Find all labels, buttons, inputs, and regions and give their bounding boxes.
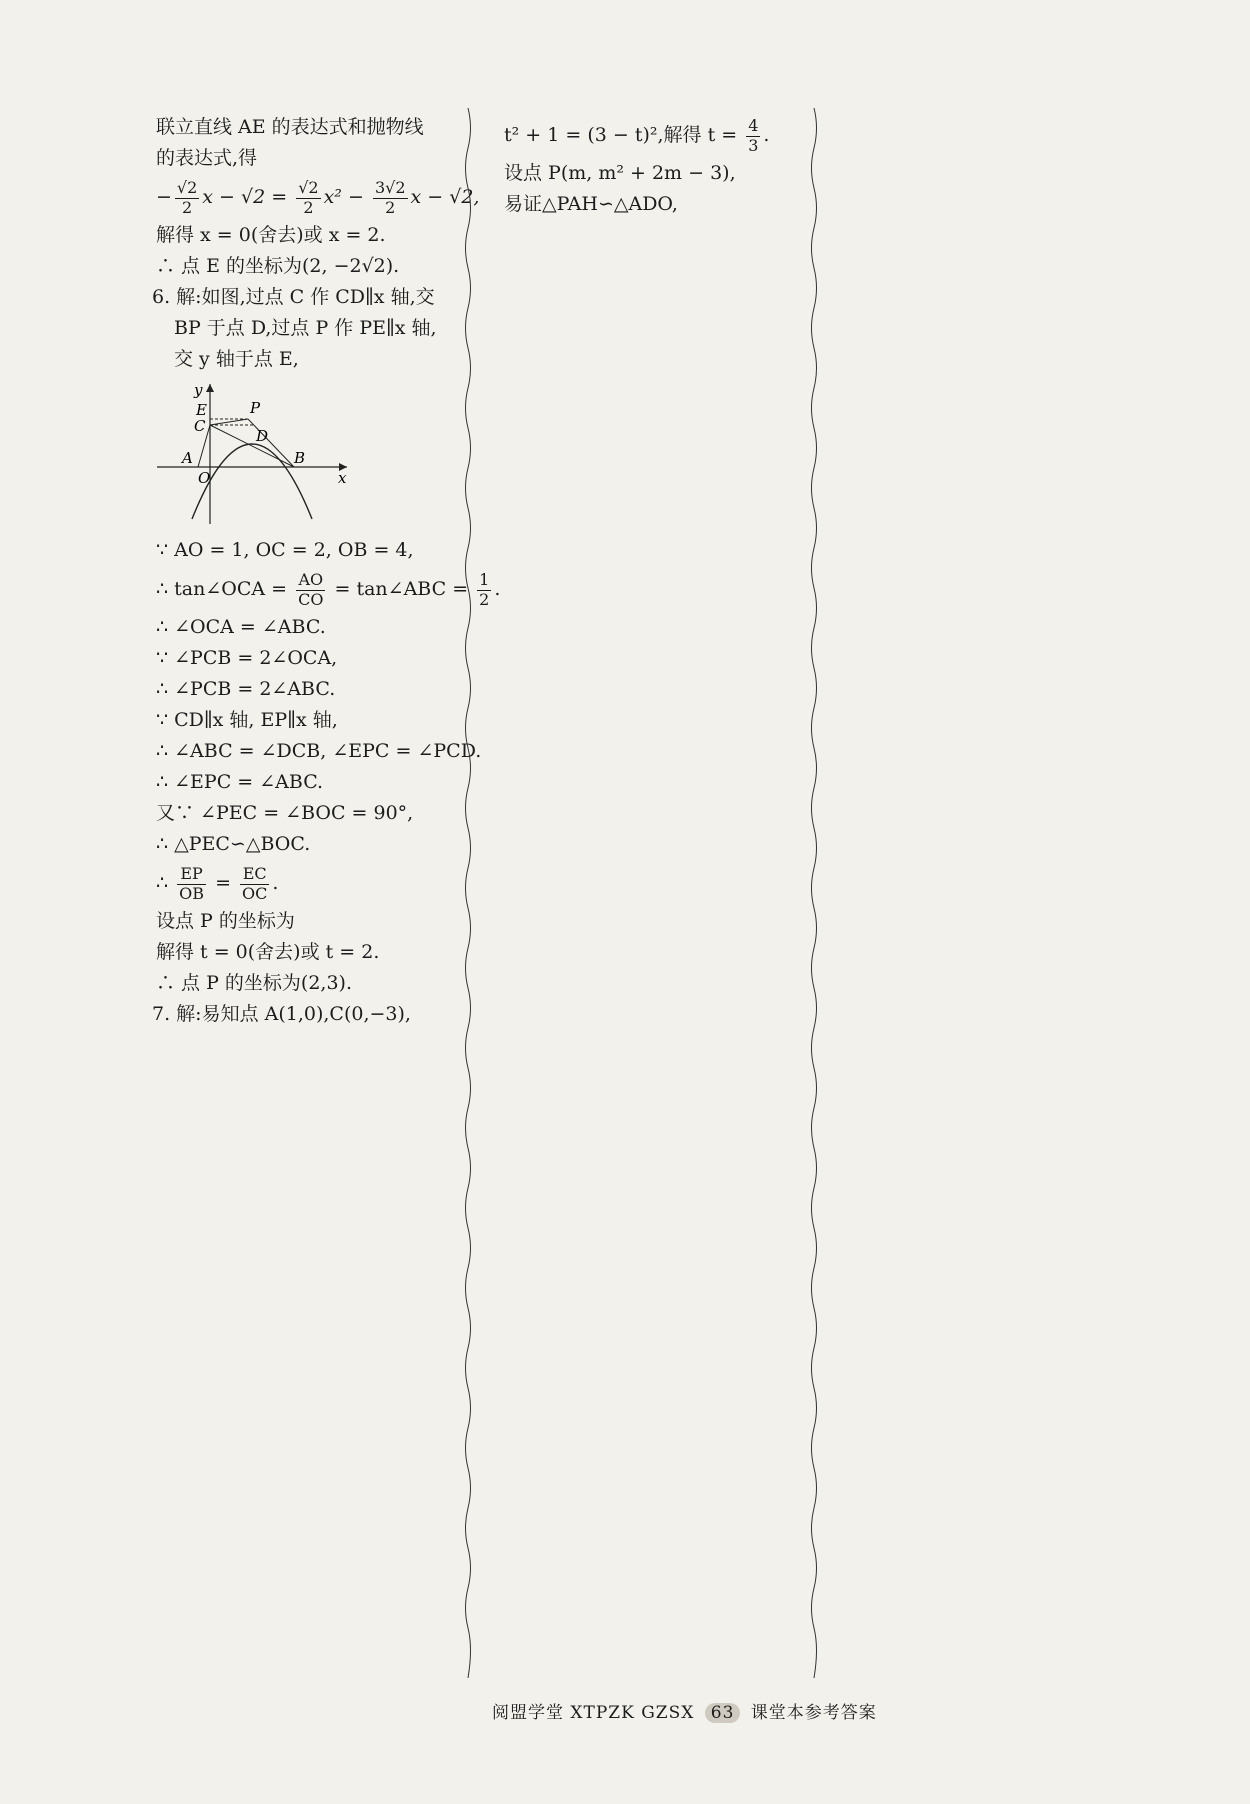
text-line: 交 y 轴于点 E, (174, 348, 299, 370)
fig-label: D (256, 427, 269, 445)
text-line: 易证△PAH∽△ADO, (504, 193, 678, 215)
text-line: ∴ 点 P 的坐标为(2,3). (156, 972, 352, 994)
footer-title: 课堂本参考答案 (750, 1703, 877, 1723)
fig-label: x (338, 469, 347, 487)
fig-label: A (182, 449, 193, 467)
fig-label: O (198, 469, 211, 487)
text-line: ∵ CD∥x 轴, EP∥x 轴, (156, 709, 338, 731)
text-line: ∵ ∠PCB = 2∠OCA, (156, 647, 338, 669)
equation-line: t² + 1 = (3 − t)²,解得 t = $\frac{4}{3}$ . (504, 116, 770, 155)
text-line: ∴ ∠PCB = 2∠ABC. (156, 678, 336, 700)
equation-line: ∴ tan∠OCA = $\frac{AO}{CO}$ = tan∠ABC = $\frac{1}{2}$ . (156, 570, 501, 609)
text-line: 又∵ ∠PEC = ∠BOC = 90°, (156, 802, 414, 824)
text-line: 设点 P 的坐标为 (156, 910, 295, 932)
fig-label: P (250, 399, 261, 417)
text-line: ∴ 点 E 的坐标为(2, −2√2). (156, 255, 400, 277)
text-line: 联立直线 AE 的表达式和抛物线 (156, 116, 424, 138)
equation-line: − $\frac{√2}{2}$ x − √2 = $\frac{√2}{2}$ x² − $\frac{3√2}{2}$ x − √2, (156, 178, 480, 217)
fraction: $\frac{√2}{2}$ (176, 178, 198, 217)
middle-column (500, 112, 800, 220)
fig-label: B (294, 449, 306, 467)
problem-6-heading: 6. 解:如图,过点 C 作 CD∥x 轴,交 (152, 286, 435, 308)
text-line: ∴ ∠OCA = ∠ABC. (156, 616, 326, 638)
text-line: BP 于点 D,过点 P 作 PE∥x 轴, (174, 317, 437, 339)
page-number: 63 (705, 1703, 741, 1723)
column-divider (808, 108, 820, 1678)
column-divider (462, 108, 474, 1678)
problem-7-heading: 7. 解:易知点 A(1,0),C(0,−3), (152, 1003, 411, 1025)
fig-label: C (194, 417, 206, 435)
figure-6-parabola (152, 379, 352, 529)
text-line: 解得 t = 0(舍去)或 t = 2. (156, 941, 380, 963)
fig-label: y (194, 381, 203, 399)
fig-label: E (196, 401, 207, 419)
text-line: 设点 P(m, m² + 2m − 3), (504, 162, 736, 184)
footer-publisher: 阅盟学堂 XTPZK GZSX (492, 1703, 695, 1723)
fraction: $\frac{3√2}{2}$ (374, 178, 406, 217)
text-line: ∴ △PEC∽△BOC. (156, 833, 311, 855)
text-line: ∵ AO = 1, OC = 2, OB = 4, (156, 539, 414, 561)
text-line: ∴ ∠ABC = ∠DCB, ∠EPC = ∠PCD. (156, 740, 482, 762)
text-line: ∴ ∠EPC = ∠ABC. (156, 771, 324, 793)
left-column (152, 112, 501, 1030)
page-footer (492, 1698, 877, 1723)
fraction: $\frac{√2}{2}$ (298, 178, 319, 217)
text-line: 解得 x = 0(舍去)或 x = 2. (156, 224, 386, 246)
text-line: 的表达式,得 (156, 147, 258, 169)
equation-line: ∴ $\frac{EP}{OB}$ = $\frac{EC}{OC}$ . (156, 864, 279, 903)
